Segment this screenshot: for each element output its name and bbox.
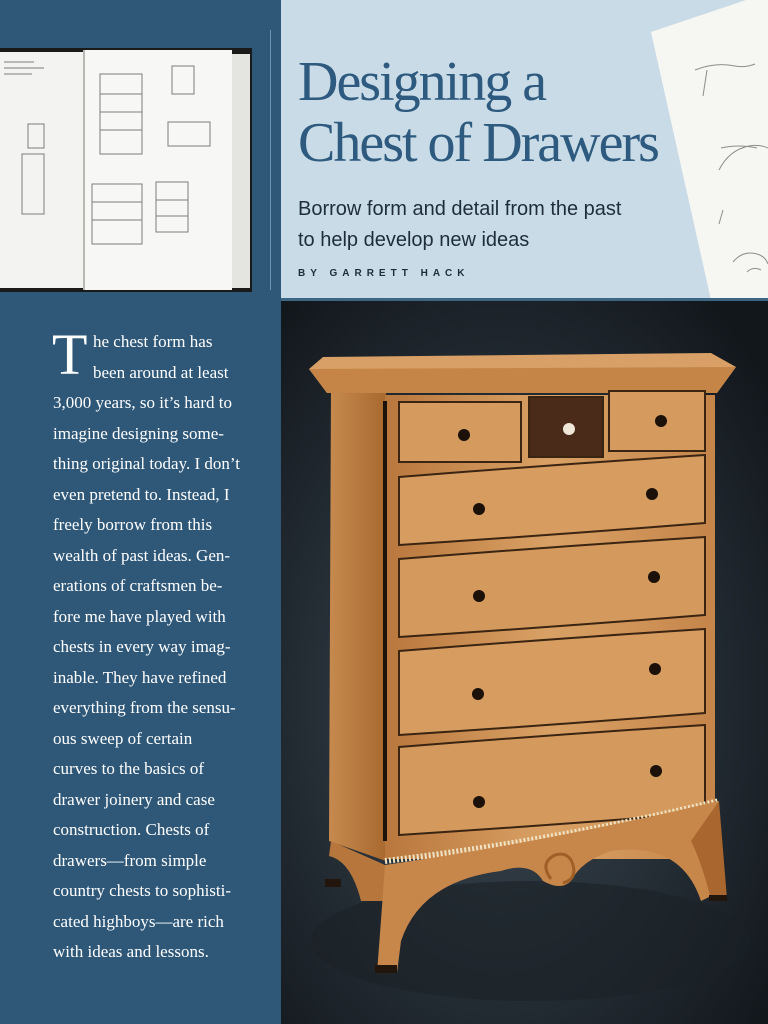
body-line: freely borrow from this (53, 515, 213, 534)
body-text (52, 322, 273, 968)
byline: BY GARRETT HACK (298, 268, 470, 279)
body-line: chests in every way imag- (53, 637, 231, 656)
article-header (281, 0, 768, 300)
body-line: cated highboys—are rich (53, 911, 224, 931)
body-line: imagine designing some- (53, 423, 224, 443)
body-line: 3,000 years, so it’s hard to (53, 393, 232, 412)
body-line: fore me have played with (53, 606, 226, 626)
body-line: inable. They have refined (53, 667, 227, 687)
subtitle-line-1: Borrow form and detail from the past (298, 198, 622, 220)
drop-cap: T (52, 322, 88, 387)
chest-of-drawers-photo (281, 301, 768, 1024)
body-line: everything from the sensu- (53, 698, 236, 717)
body-line: curves to the basics of (53, 759, 205, 778)
subtitle-line-2: to help develop new ideas (298, 229, 530, 251)
title-line-1: Designing a (298, 51, 546, 113)
body-line: erations of craftsmen be- (53, 576, 223, 595)
column-rule (270, 30, 271, 290)
article-title (298, 52, 738, 174)
body-line: country chests to sophisti- (53, 881, 232, 900)
body-line: he chest form has (93, 332, 213, 351)
body-line: drawer joinery and case (53, 789, 215, 809)
title-line-2: Chest of Drawers (298, 112, 658, 174)
article-subtitle (298, 194, 698, 256)
body-line: construction. Chests of (53, 820, 210, 839)
body-line: even pretend to. Instead, I (53, 484, 230, 504)
body-line: ous sweep of certain (53, 728, 193, 748)
body-line: with ideas and lessons. (53, 942, 209, 961)
body-line: thing original today. I don’t (53, 454, 240, 473)
sketchbook-photo (0, 44, 258, 294)
body-line: drawers—from simple (53, 850, 207, 870)
body-line: wealth of past ideas. Gen- (53, 545, 231, 565)
body-line: been around at least (93, 362, 229, 382)
